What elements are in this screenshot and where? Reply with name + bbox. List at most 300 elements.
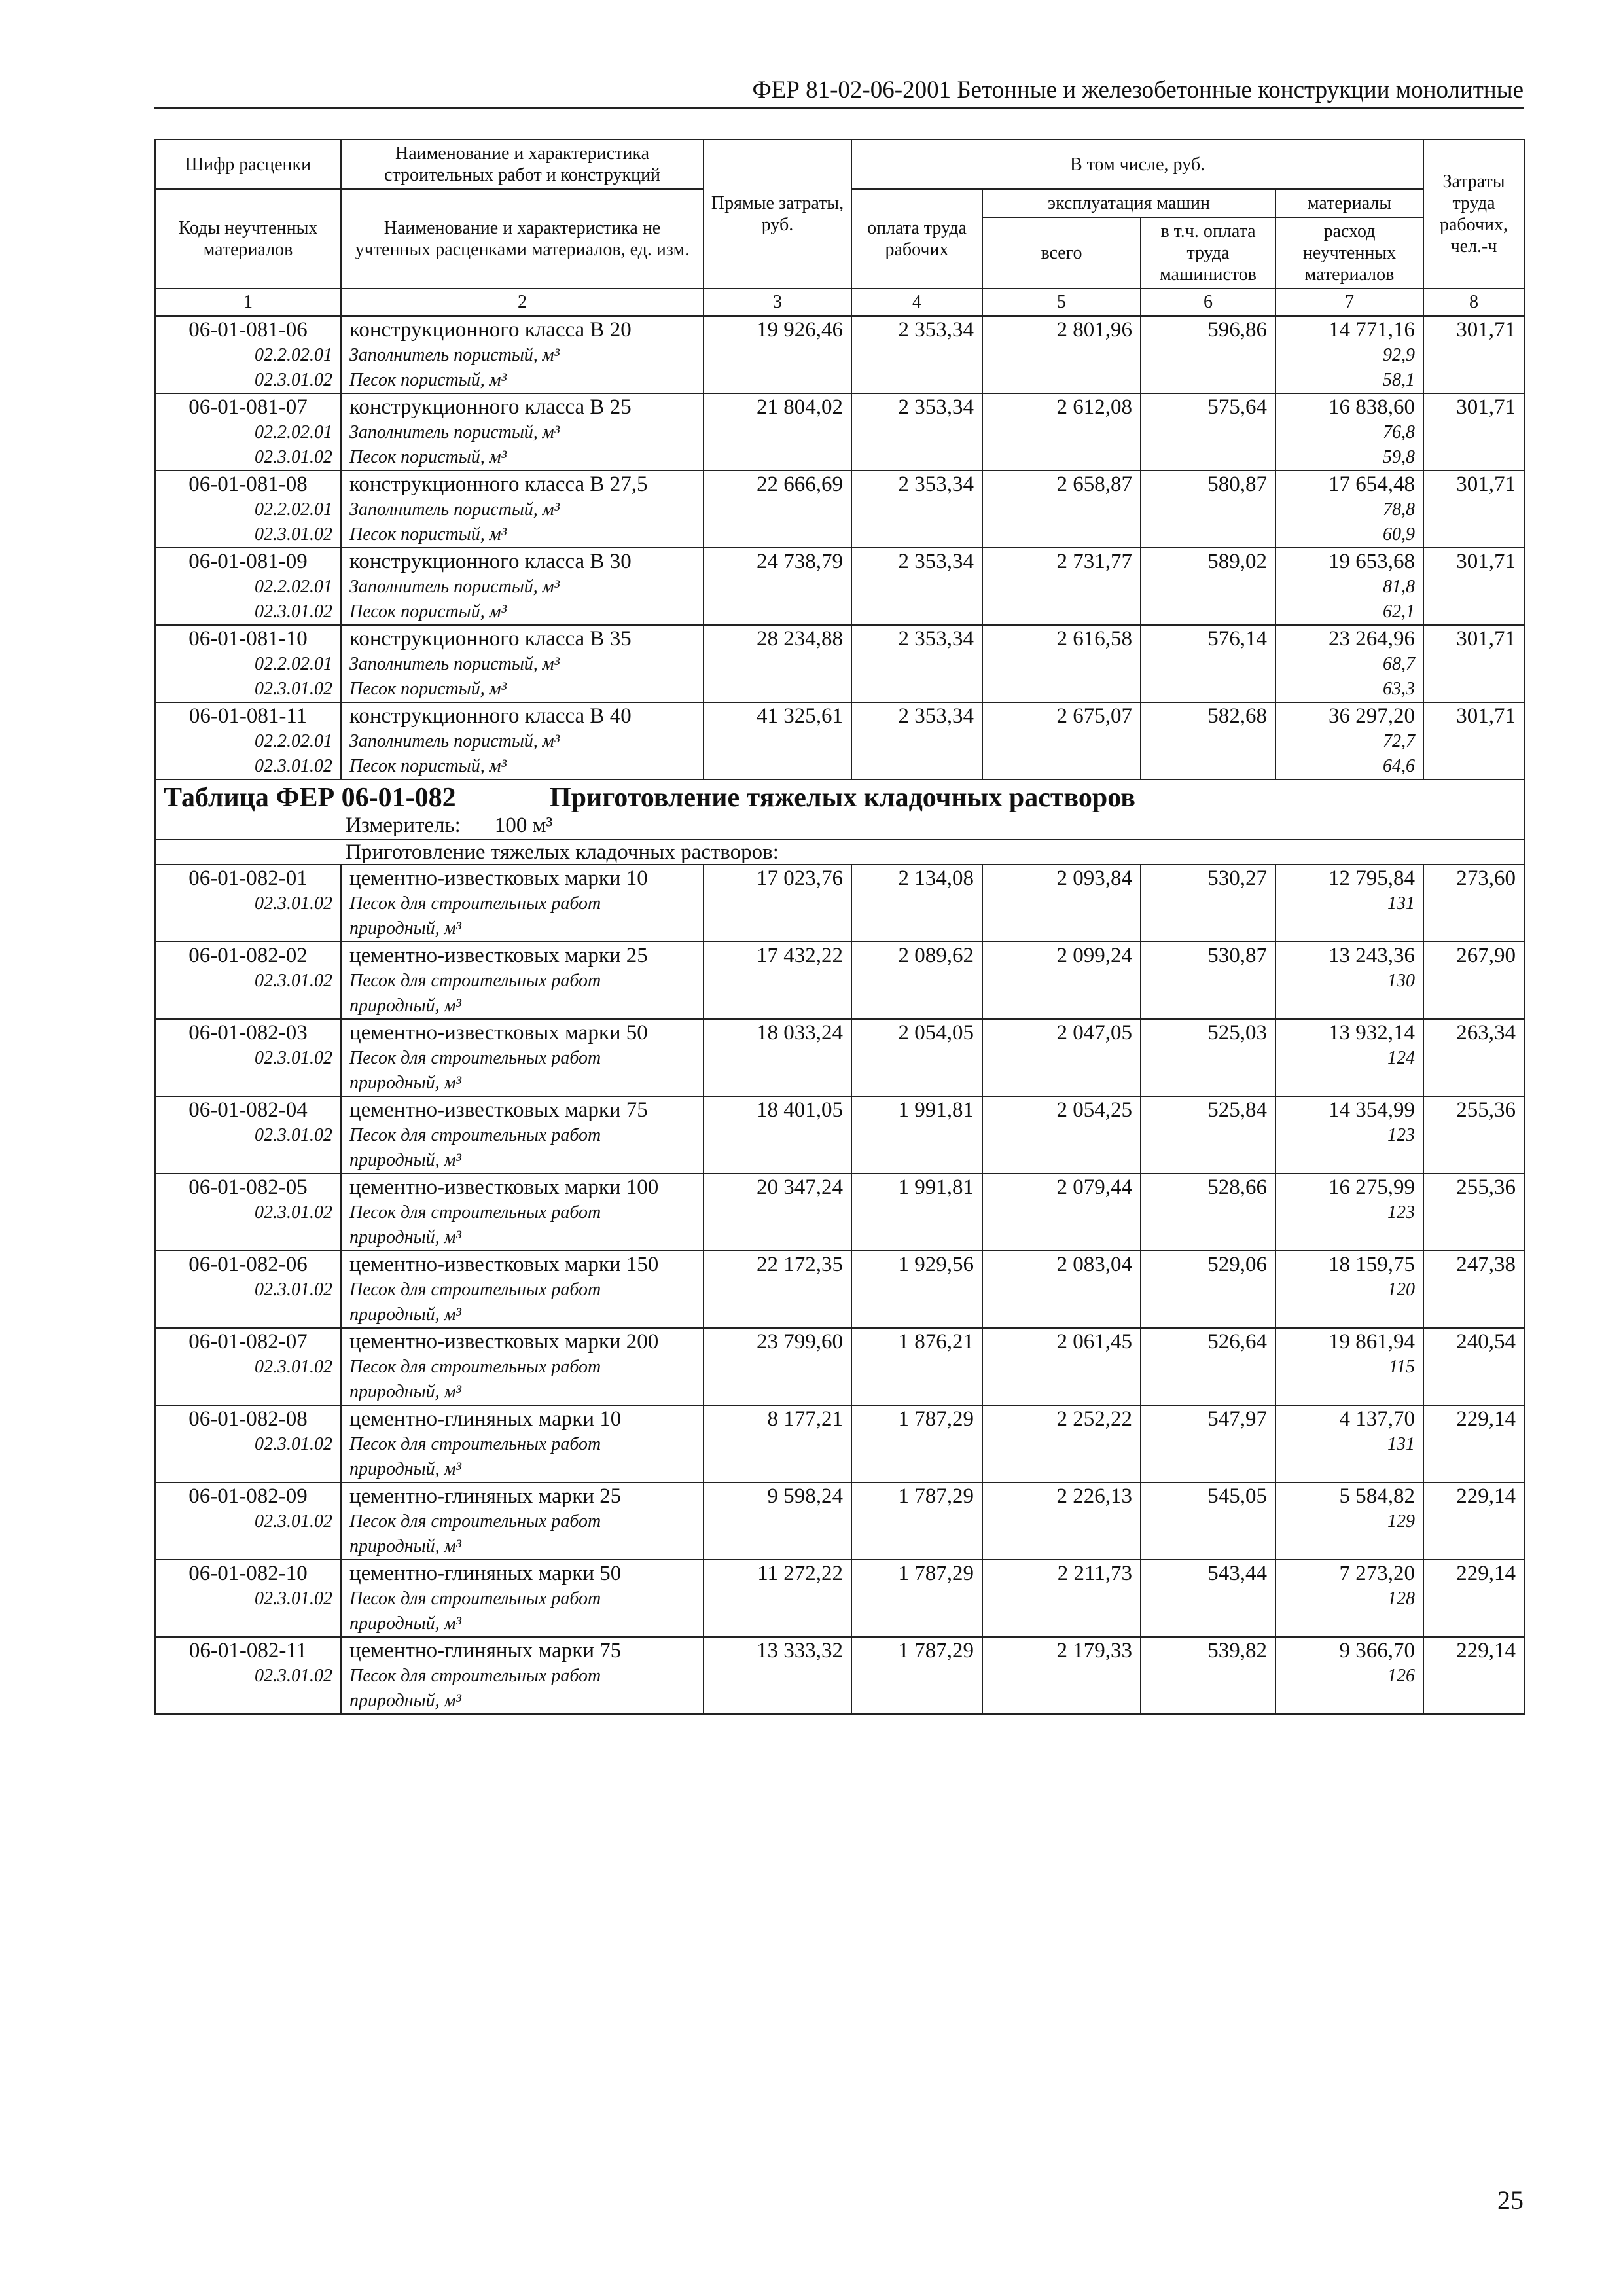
material-qty: 64,6 xyxy=(1275,754,1423,780)
empty-cell xyxy=(1423,729,1524,754)
rate-code: 06-01-081-06 xyxy=(155,316,341,343)
empty-cell xyxy=(704,1278,851,1328)
empty-cell xyxy=(982,969,1141,1019)
material-qty: 131 xyxy=(1275,1432,1423,1482)
work-name: цементно-известковых марки 100 xyxy=(341,1174,704,1200)
empty-cell xyxy=(851,1046,982,1096)
labor-hours: 301,71 xyxy=(1423,471,1524,497)
empty-cell xyxy=(1141,600,1275,625)
labor-hours: 229,14 xyxy=(1423,1405,1524,1432)
material-row xyxy=(155,652,1524,677)
empty-cell xyxy=(1141,677,1275,702)
table-row xyxy=(155,1096,1524,1123)
rate-code: 06-01-082-10 xyxy=(155,1560,341,1587)
direct-cost: 21 804,02 xyxy=(704,393,851,420)
direct-cost: 19 926,46 xyxy=(704,316,851,343)
empty-cell xyxy=(851,754,982,780)
work-name: цементно-глиняных марки 75 xyxy=(341,1637,704,1664)
material-qty: 78,8 xyxy=(1275,497,1423,522)
empty-cell xyxy=(704,1587,851,1637)
material-code: 02.2.02.01 xyxy=(155,497,341,522)
material-qty: 123 xyxy=(1275,1123,1423,1174)
materials-cost: 19 861,94 xyxy=(1275,1328,1423,1355)
header-vtom: В том числе, руб. xyxy=(851,139,1423,189)
empty-cell xyxy=(851,1278,982,1328)
table-row xyxy=(155,1405,1524,1432)
colnum: 5 xyxy=(982,289,1141,316)
material-name: Песок для строительных работ природный, м³ xyxy=(341,1664,704,1714)
table-row xyxy=(155,625,1524,652)
work-name: цементно-известковых марки 50 xyxy=(341,1019,704,1046)
work-name: конструкционного класса В 30 xyxy=(341,548,704,575)
material-qty: 72,7 xyxy=(1275,729,1423,754)
materials-cost: 14 354,99 xyxy=(1275,1096,1423,1123)
empty-cell xyxy=(1141,420,1275,445)
labor-cost: 1 787,29 xyxy=(851,1560,982,1587)
work-name: конструкционного класса В 25 xyxy=(341,393,704,420)
empty-cell xyxy=(1141,1200,1275,1251)
rate-code: 06-01-082-03 xyxy=(155,1019,341,1046)
empty-cell xyxy=(851,1587,982,1637)
material-name: Песок пористый, м³ xyxy=(341,677,704,702)
material-row xyxy=(155,1046,1524,1096)
table-row xyxy=(155,1174,1524,1200)
empty-cell xyxy=(1423,677,1524,702)
empty-cell xyxy=(1423,497,1524,522)
rate-code: 06-01-082-11 xyxy=(155,1637,341,1664)
work-name: цементно-глиняных марки 50 xyxy=(341,1560,704,1587)
material-qty: 115 xyxy=(1275,1355,1423,1405)
material-row xyxy=(155,575,1524,600)
header-zatraty: Затраты труда рабочих, чел.-ч xyxy=(1423,139,1524,289)
machine-cost: 2 099,24 xyxy=(982,942,1141,969)
empty-cell xyxy=(1423,445,1524,471)
table-row xyxy=(155,471,1524,497)
rate-code: 06-01-082-09 xyxy=(155,1482,341,1509)
empty-cell xyxy=(1141,445,1275,471)
empty-cell xyxy=(982,575,1141,600)
empty-cell xyxy=(982,891,1141,942)
empty-cell xyxy=(1423,575,1524,600)
header-vsego: всего xyxy=(982,217,1141,289)
colnum: 1 xyxy=(155,289,341,316)
labor-cost: 1 787,29 xyxy=(851,1637,982,1664)
empty-cell xyxy=(1423,1046,1524,1096)
machinist-cost: 539,82 xyxy=(1141,1637,1275,1664)
table-title: Приготовление тяжелых кладочных растворов xyxy=(550,783,1135,813)
rate-code: 06-01-081-11 xyxy=(155,702,341,729)
empty-cell xyxy=(704,445,851,471)
material-row xyxy=(155,891,1524,942)
material-name: Песок для строительных работ природный, м³ xyxy=(341,969,704,1019)
empty-cell xyxy=(982,1046,1141,1096)
rate-code: 06-01-082-07 xyxy=(155,1328,341,1355)
material-qty: 60,9 xyxy=(1275,522,1423,548)
material-name: Песок для строительных работ природный, м³ xyxy=(341,1432,704,1482)
work-name: конструкционного класса В 20 xyxy=(341,316,704,343)
direct-cost: 28 234,88 xyxy=(704,625,851,652)
material-row xyxy=(155,1432,1524,1482)
machine-cost: 2 612,08 xyxy=(982,393,1141,420)
empty-cell xyxy=(1141,1123,1275,1174)
materials-cost: 19 653,68 xyxy=(1275,548,1423,575)
machine-cost: 2 801,96 xyxy=(982,316,1141,343)
material-code: 02.3.01.02 xyxy=(155,522,341,548)
empty-cell xyxy=(1423,1355,1524,1405)
empty-cell xyxy=(1141,497,1275,522)
header-oplata: оплата труда рабочих xyxy=(851,189,982,289)
material-qty: 63,3 xyxy=(1275,677,1423,702)
labor-cost: 2 353,34 xyxy=(851,471,982,497)
table-row xyxy=(155,393,1524,420)
labor-cost: 2 134,08 xyxy=(851,865,982,891)
material-name: Песок для строительных работ природный, м³ xyxy=(341,1123,704,1174)
materials-cost: 14 771,16 xyxy=(1275,316,1423,343)
empty-cell xyxy=(704,1046,851,1096)
materials-cost: 5 584,82 xyxy=(1275,1482,1423,1509)
materials-cost: 36 297,20 xyxy=(1275,702,1423,729)
material-code: 02.3.01.02 xyxy=(155,891,341,942)
material-code: 02.3.01.02 xyxy=(155,1587,341,1637)
direct-cost: 13 333,32 xyxy=(704,1637,851,1664)
header-materialy: материалы xyxy=(1275,189,1423,217)
header-pryamye: Прямые затраты, руб. xyxy=(704,139,851,289)
material-qty: 62,1 xyxy=(1275,600,1423,625)
material-name: Песок для строительных работ природный, м³ xyxy=(341,1278,704,1328)
material-qty: 128 xyxy=(1275,1587,1423,1637)
empty-cell xyxy=(851,891,982,942)
machinist-cost: 543,44 xyxy=(1141,1560,1275,1587)
colnum: 4 xyxy=(851,289,982,316)
table-082-heading xyxy=(155,780,1524,865)
empty-cell xyxy=(851,969,982,1019)
work-name: цементно-известковых марки 10 xyxy=(341,865,704,891)
empty-cell xyxy=(1423,522,1524,548)
empty-cell xyxy=(851,1509,982,1560)
materials-cost: 16 275,99 xyxy=(1275,1174,1423,1200)
empty-cell xyxy=(704,497,851,522)
measure-line xyxy=(164,813,1516,838)
empty-cell xyxy=(851,729,982,754)
measure-value: 100 м³ xyxy=(494,814,553,837)
material-qty: 126 xyxy=(1275,1664,1423,1714)
empty-cell xyxy=(982,1355,1141,1405)
labor-cost: 1 991,81 xyxy=(851,1174,982,1200)
rate-code: 06-01-082-05 xyxy=(155,1174,341,1200)
empty-cell xyxy=(1141,1664,1275,1714)
labor-cost: 1 876,21 xyxy=(851,1328,982,1355)
empty-cell xyxy=(704,575,851,600)
work-name: цементно-известковых марки 200 xyxy=(341,1328,704,1355)
labor-hours: 273,60 xyxy=(1423,865,1524,891)
section-title: Приготовление тяжелых кладочных растворов: xyxy=(155,840,1524,865)
empty-cell xyxy=(982,1278,1141,1328)
header-naim: Наименование и характеристика строительных работ и конструкций xyxy=(341,139,704,189)
table-row xyxy=(155,1019,1524,1046)
empty-cell xyxy=(1141,1587,1275,1637)
empty-cell xyxy=(704,1664,851,1714)
material-qty: 58,1 xyxy=(1275,368,1423,393)
table-row xyxy=(155,702,1524,729)
machinist-cost: 580,87 xyxy=(1141,471,1275,497)
table-body-081 xyxy=(155,316,1524,780)
empty-cell xyxy=(1141,343,1275,368)
labor-cost: 2 353,34 xyxy=(851,393,982,420)
labor-hours: 301,71 xyxy=(1423,702,1524,729)
machinist-cost: 589,02 xyxy=(1141,548,1275,575)
material-code: 02.3.01.02 xyxy=(155,600,341,625)
empty-cell xyxy=(704,1432,851,1482)
materials-cost: 9 366,70 xyxy=(1275,1637,1423,1664)
empty-cell xyxy=(851,1200,982,1251)
material-code: 02.3.01.02 xyxy=(155,1278,341,1328)
empty-cell xyxy=(982,445,1141,471)
material-name: Заполнитель пористый, м³ xyxy=(341,575,704,600)
material-name: Песок для строительных работ природный, м³ xyxy=(341,1355,704,1405)
empty-cell xyxy=(982,497,1141,522)
material-name: Песок для строительных работ природный, м³ xyxy=(341,1046,704,1096)
table-row xyxy=(155,548,1524,575)
empty-cell xyxy=(1141,575,1275,600)
empty-cell xyxy=(851,575,982,600)
colnum: 3 xyxy=(704,289,851,316)
materials-cost: 13 243,36 xyxy=(1275,942,1423,969)
machinist-cost: 545,05 xyxy=(1141,1482,1275,1509)
labor-hours: 229,14 xyxy=(1423,1560,1524,1587)
machine-cost: 2 083,04 xyxy=(982,1251,1141,1278)
material-row xyxy=(155,1123,1524,1174)
material-qty: 123 xyxy=(1275,1200,1423,1251)
work-name: конструкционного класса В 40 xyxy=(341,702,704,729)
empty-cell xyxy=(1141,754,1275,780)
empty-cell xyxy=(851,1664,982,1714)
machine-cost: 2 047,05 xyxy=(982,1019,1141,1046)
material-name: Заполнитель пористый, м³ xyxy=(341,497,704,522)
empty-cell xyxy=(704,677,851,702)
machinist-cost: 576,14 xyxy=(1141,625,1275,652)
table-body-082 xyxy=(155,865,1524,1714)
material-qty: 92,9 xyxy=(1275,343,1423,368)
machinist-cost: 530,87 xyxy=(1141,942,1275,969)
labor-cost: 2 353,34 xyxy=(851,625,982,652)
colnum: 2 xyxy=(341,289,704,316)
running-header: ФЕР 81-02-06-2001 Бетонные и железобетонные конструкции монолитные xyxy=(752,77,1524,103)
labor-hours: 301,71 xyxy=(1423,548,1524,575)
machine-cost: 2 079,44 xyxy=(982,1174,1141,1200)
empty-cell xyxy=(851,445,982,471)
labor-hours: 255,36 xyxy=(1423,1096,1524,1123)
machinist-cost: 529,06 xyxy=(1141,1251,1275,1278)
empty-cell xyxy=(851,1355,982,1405)
material-code: 02.2.02.01 xyxy=(155,343,341,368)
work-name: цементно-глиняных марки 25 xyxy=(341,1482,704,1509)
machine-cost: 2 061,45 xyxy=(982,1328,1141,1355)
rate-code: 06-01-082-06 xyxy=(155,1251,341,1278)
direct-cost: 8 177,21 xyxy=(704,1405,851,1432)
rate-code: 06-01-082-08 xyxy=(155,1405,341,1432)
empty-cell xyxy=(1423,1664,1524,1714)
materials-cost: 18 159,75 xyxy=(1275,1251,1423,1278)
empty-cell xyxy=(1423,1200,1524,1251)
measure-label: Измеритель: xyxy=(346,814,461,837)
table-row xyxy=(155,865,1524,891)
material-name: Заполнитель пористый, м³ xyxy=(341,729,704,754)
labor-hours: 247,38 xyxy=(1423,1251,1524,1278)
empty-cell xyxy=(1423,969,1524,1019)
colnum: 7 xyxy=(1275,289,1423,316)
empty-cell xyxy=(982,420,1141,445)
material-name: Песок пористый, м³ xyxy=(341,600,704,625)
empty-cell xyxy=(982,729,1141,754)
machinist-cost: 547,97 xyxy=(1141,1405,1275,1432)
table-row xyxy=(155,316,1524,343)
empty-cell xyxy=(851,420,982,445)
empty-cell xyxy=(704,522,851,548)
machine-cost: 2 211,73 xyxy=(982,1560,1141,1587)
labor-cost: 1 787,29 xyxy=(851,1405,982,1432)
rate-code: 06-01-081-07 xyxy=(155,393,341,420)
rate-code: 06-01-081-08 xyxy=(155,471,341,497)
empty-cell xyxy=(982,1509,1141,1560)
table-label: Таблица ФЕР 06-01-082 xyxy=(164,783,456,813)
material-row xyxy=(155,497,1524,522)
materials-cost: 13 932,14 xyxy=(1275,1019,1423,1046)
empty-cell xyxy=(851,1432,982,1482)
empty-cell xyxy=(704,729,851,754)
empty-cell xyxy=(704,652,851,677)
materials-cost: 12 795,84 xyxy=(1275,865,1423,891)
labor-hours: 263,34 xyxy=(1423,1019,1524,1046)
work-name: конструкционного класса В 27,5 xyxy=(341,471,704,497)
empty-cell xyxy=(704,1200,851,1251)
labor-cost: 2 054,05 xyxy=(851,1019,982,1046)
machine-cost: 2 252,22 xyxy=(982,1405,1141,1432)
material-code: 02.3.01.02 xyxy=(155,969,341,1019)
material-code: 02.3.01.02 xyxy=(155,754,341,780)
machine-cost: 2 658,87 xyxy=(982,471,1141,497)
empty-cell xyxy=(1423,891,1524,942)
material-qty: 81,8 xyxy=(1275,575,1423,600)
empty-cell xyxy=(1423,1123,1524,1174)
material-name: Песок для строительных работ природный, м³ xyxy=(341,1200,704,1251)
labor-cost: 2 353,34 xyxy=(851,702,982,729)
machinist-cost: 526,64 xyxy=(1141,1328,1275,1355)
labor-cost: 2 089,62 xyxy=(851,942,982,969)
machine-cost: 2 731,77 xyxy=(982,548,1141,575)
material-code: 02.2.02.01 xyxy=(155,652,341,677)
direct-cost: 11 272,22 xyxy=(704,1560,851,1587)
empty-cell xyxy=(1141,891,1275,942)
empty-cell xyxy=(1141,652,1275,677)
empty-cell xyxy=(1141,1355,1275,1405)
empty-cell xyxy=(704,1123,851,1174)
machine-cost: 2 054,25 xyxy=(982,1096,1141,1123)
empty-cell xyxy=(982,677,1141,702)
empty-cell xyxy=(982,368,1141,393)
material-code: 02.3.01.02 xyxy=(155,1123,341,1174)
material-qty: 130 xyxy=(1275,969,1423,1019)
rate-code: 06-01-081-10 xyxy=(155,625,341,652)
materials-cost: 7 273,20 xyxy=(1275,1560,1423,1587)
direct-cost: 9 598,24 xyxy=(704,1482,851,1509)
labor-hours: 240,54 xyxy=(1423,1328,1524,1355)
work-name: цементно-глиняных марки 10 xyxy=(341,1405,704,1432)
labor-hours: 229,14 xyxy=(1423,1482,1524,1509)
empty-cell xyxy=(704,420,851,445)
empty-cell xyxy=(1423,1278,1524,1328)
material-code: 02.2.02.01 xyxy=(155,729,341,754)
empty-cell xyxy=(851,368,982,393)
empty-cell xyxy=(1141,1046,1275,1096)
material-code: 02.3.01.02 xyxy=(155,1200,341,1251)
material-name: Песок пористый, м³ xyxy=(341,368,704,393)
direct-cost: 18 033,24 xyxy=(704,1019,851,1046)
machinist-cost: 528,66 xyxy=(1141,1174,1275,1200)
labor-cost: 1 787,29 xyxy=(851,1482,982,1509)
material-name: Песок для строительных работ природный, м³ xyxy=(341,891,704,942)
material-name: Песок для строительных работ природный, м³ xyxy=(341,1587,704,1637)
empty-cell xyxy=(1141,969,1275,1019)
material-row xyxy=(155,368,1524,393)
material-qty: 59,8 xyxy=(1275,445,1423,471)
material-row xyxy=(155,729,1524,754)
material-row xyxy=(155,522,1524,548)
colnum: 8 xyxy=(1423,289,1524,316)
labor-hours: 229,14 xyxy=(1423,1637,1524,1664)
material-name: Песок пористый, м³ xyxy=(341,522,704,548)
empty-cell xyxy=(704,343,851,368)
empty-cell xyxy=(704,969,851,1019)
empty-cell xyxy=(982,343,1141,368)
material-name: Песок пористый, м³ xyxy=(341,754,704,780)
labor-cost: 2 353,34 xyxy=(851,316,982,343)
materials-cost: 16 838,60 xyxy=(1275,393,1423,420)
material-row xyxy=(155,969,1524,1019)
direct-cost: 18 401,05 xyxy=(704,1096,851,1123)
machinist-cost: 596,86 xyxy=(1141,316,1275,343)
table-row xyxy=(155,1328,1524,1355)
table-row xyxy=(155,1251,1524,1278)
material-qty: 76,8 xyxy=(1275,420,1423,445)
empty-cell xyxy=(1141,1278,1275,1328)
machine-cost: 2 675,07 xyxy=(982,702,1141,729)
empty-cell xyxy=(704,891,851,942)
empty-cell xyxy=(1423,600,1524,625)
price-table xyxy=(154,139,1525,1715)
empty-cell xyxy=(982,754,1141,780)
machinist-cost: 582,68 xyxy=(1141,702,1275,729)
material-name: Заполнитель пористый, м³ xyxy=(341,343,704,368)
work-name: цементно-известковых марки 75 xyxy=(341,1096,704,1123)
material-row xyxy=(155,1587,1524,1637)
header-rule xyxy=(154,107,1524,109)
rate-code: 06-01-082-01 xyxy=(155,865,341,891)
labor-cost: 1 991,81 xyxy=(851,1096,982,1123)
empty-cell xyxy=(851,343,982,368)
work-name: цементно-известковых марки 150 xyxy=(341,1251,704,1278)
labor-hours: 301,71 xyxy=(1423,316,1524,343)
machinist-cost: 530,27 xyxy=(1141,865,1275,891)
material-name: Песок пористый, м³ xyxy=(341,445,704,471)
work-name: конструкционного класса В 35 xyxy=(341,625,704,652)
material-code: 02.3.01.02 xyxy=(155,1355,341,1405)
material-code: 02.3.01.02 xyxy=(155,1664,341,1714)
material-row xyxy=(155,677,1524,702)
empty-cell xyxy=(982,1200,1141,1251)
page-number: 25 xyxy=(1497,2185,1524,2215)
colnum: 6 xyxy=(1141,289,1275,316)
machine-cost: 2 226,13 xyxy=(982,1482,1141,1509)
